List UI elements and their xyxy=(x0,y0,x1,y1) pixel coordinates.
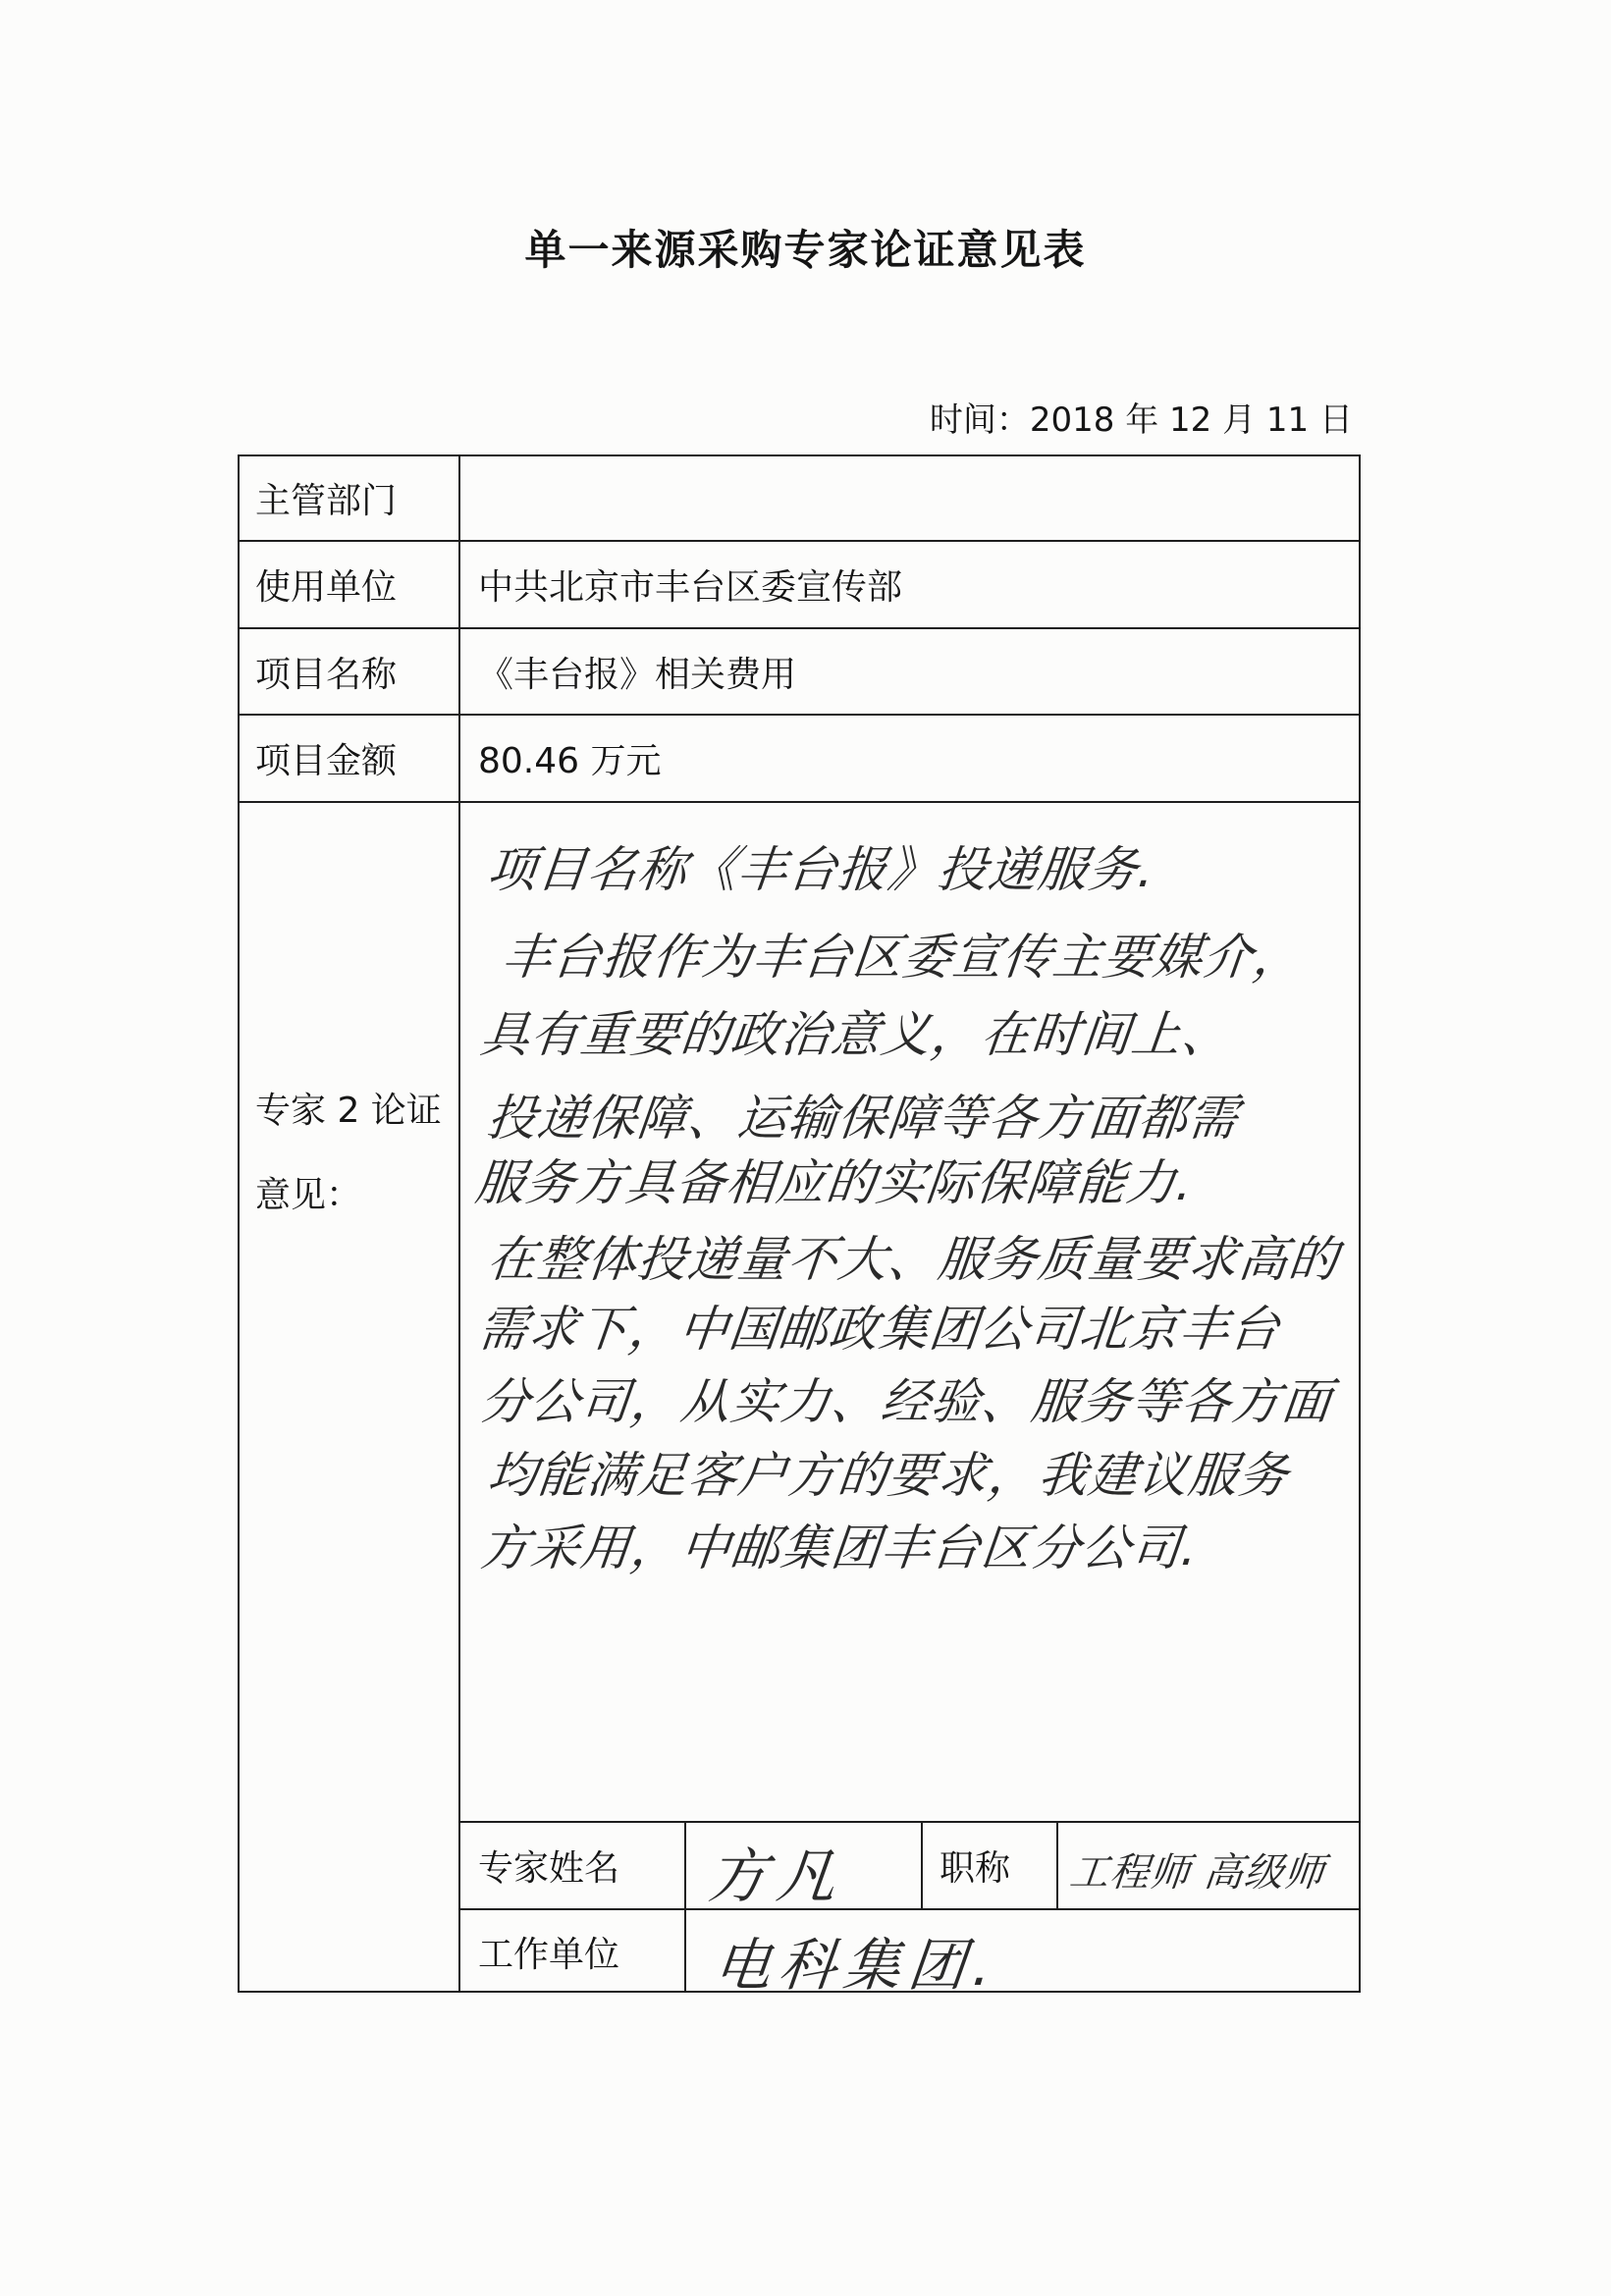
expert-name-handwritten: 方凡 xyxy=(704,1842,850,1911)
opinion-label-line2: 意见： xyxy=(255,1175,362,1215)
row-label-supervising-department: 主管部门 xyxy=(255,481,398,521)
expert-title-label-divider-right xyxy=(1056,1821,1058,1909)
handwritten-opinion-line: 需求下，中国邮政集团公司北京丰台 xyxy=(475,1301,1283,1358)
handwritten-opinion-line: 在整体投递量不大、服务质量要求高的 xyxy=(484,1231,1342,1288)
expert-title-handwritten: 工程师 高级师 xyxy=(1067,1850,1327,1896)
handwritten-opinion-line: 方采用，中邮集团丰台区分公司. xyxy=(477,1520,1202,1576)
handwritten-opinion-line: 丰台报作为丰台区委宣传主要媒介， xyxy=(499,929,1307,986)
expert-title-label: 职称 xyxy=(940,1848,1011,1889)
handwritten-opinion-line: 投递保障、运输保障等各方面都需 xyxy=(484,1090,1242,1147)
work-unit-handwritten: 电科集团. xyxy=(710,1932,1003,1999)
row-value-project-name: 《丰台报》相关费用 xyxy=(478,654,797,695)
table-row-rule xyxy=(238,801,1361,803)
row-value-project-amount: 80.46 万元 xyxy=(478,741,662,781)
row-label-project-amount: 项目金额 xyxy=(255,741,398,781)
document-title: 单一来源采购专家论证意见表 xyxy=(524,226,1087,274)
expert-name-label: 专家姓名 xyxy=(478,1848,620,1889)
opinion-label-line1: 专家 2 论证 xyxy=(255,1091,442,1131)
work-unit-label: 工作单位 xyxy=(478,1934,620,1975)
handwritten-opinion-line: 分公司，从实力、经验、服务等各方面 xyxy=(477,1373,1335,1430)
date-line: 时间：2018 年 12 月 11 日 xyxy=(929,400,1353,440)
handwritten-opinion-line: 具有重要的政治意义，在时间上、 xyxy=(477,1006,1235,1063)
handwritten-opinion-line: 服务方具备相应的实际保障能力. xyxy=(472,1154,1197,1211)
row-value-using-unit: 中共北京市丰台区委宣传部 xyxy=(478,567,903,608)
expert-label-divider xyxy=(684,1821,686,1993)
row-label-using-unit: 使用单位 xyxy=(255,567,398,608)
row-label-project-name: 项目名称 xyxy=(255,654,398,695)
handwritten-opinion-line: 项目名称《丰台报》投递服务. xyxy=(484,841,1158,898)
handwritten-opinion-line: 均能满足客户方的要求，我建议服务 xyxy=(484,1447,1292,1504)
row-value-supervising-department xyxy=(461,456,1359,540)
